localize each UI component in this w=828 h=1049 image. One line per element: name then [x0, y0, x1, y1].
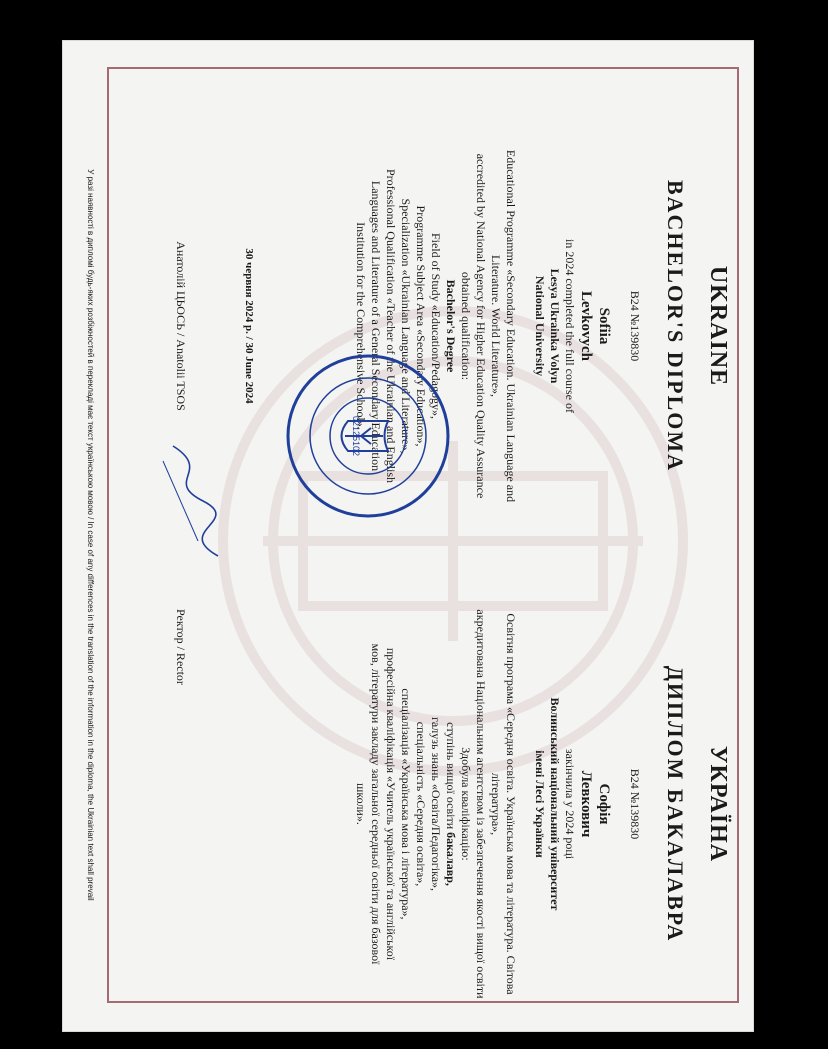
- seal-code: 02125102: [351, 415, 361, 457]
- university-line1-en: Lesya Ukrainka Volyn: [548, 268, 562, 384]
- issue-date: 30 червня 2024 р. / 30 June 2024: [243, 248, 255, 404]
- diploma-number-ua: B24 №139830: [628, 768, 642, 840]
- rector-name: Анатолій ЦЬОСЬ / Anatolii TSOS: [174, 241, 188, 411]
- diploma-paper: [62, 40, 754, 1032]
- qualification-line3-en: Institution for the Comprehensive School».: [354, 222, 368, 430]
- programme-line2-en: Literature. World Literature»,: [489, 254, 503, 398]
- accredited-en: accredited by National Agency for Higher Education Quality Assurance: [474, 153, 488, 499]
- field-ua: галузь знань «Освіта/Педагогіка»,: [429, 716, 443, 892]
- accredited-ua: акредитована Національним агентством із забезпечення якості вищої освіти: [474, 609, 488, 999]
- programme-line2-ua: література»,: [489, 772, 503, 836]
- degree-ua: бакалавр,: [444, 832, 458, 886]
- country-ua: УКРАЇНА: [705, 745, 731, 863]
- university-line1-ua: Волинський національний університет: [548, 697, 562, 911]
- degree-en: Bachelor's Degree: [444, 279, 458, 373]
- first-name-en: Sofiia: [596, 307, 612, 345]
- diploma-number-en: B24 №139830: [628, 290, 642, 362]
- completed-ua: закінчила у 2024 році: [563, 748, 577, 860]
- diploma-content: [63, 41, 753, 1029]
- translation-note: У разі наявності в дипломі будь-яких розбіжностей в перекладі має текст українською мовою / In case of any differences in the translation of the information in the diploma, the Ukrainian text shall prevail: [86, 169, 95, 901]
- official-seal: [283, 351, 453, 521]
- qualification-line1-en: Professional Qualification «Teacher of the Ukrainian and English: [384, 168, 398, 484]
- first-name-ua: Софія: [596, 783, 612, 825]
- obtained-ua: Здобула кваліфікацію:: [459, 747, 473, 861]
- country-en: UKRAINE: [705, 265, 731, 387]
- last-name-en: Levkovych: [578, 290, 594, 361]
- last-name-ua: Левкович: [578, 770, 594, 838]
- specialization-ua: спеціалізація «Українська мова і література»,: [399, 688, 413, 920]
- university-line2-en: National University: [533, 275, 547, 377]
- field-en: Field of Study «Education/Pedagogy»,: [429, 233, 443, 419]
- diploma-title-en: BACHELOR'S DIPLOMA: [663, 179, 688, 473]
- rector-label: Ректор / Rector: [174, 609, 188, 685]
- specialty-ua: спеціальність «Середня освіта»,: [414, 721, 428, 887]
- obtained-en: obtained qualification:: [459, 271, 473, 381]
- programme-line1-en: Educational Programme «Secondary Education. Ukrainian Language and: [504, 149, 518, 503]
- rector-signature: [153, 441, 233, 561]
- subject-area-en: Programme Subject Area «Secondary Education»,: [414, 205, 428, 447]
- degree-line-ua: [443, 589, 458, 1019]
- programme-line1-ua: Освітня програма «Середня освіта. Українська мова та література. Світова: [504, 613, 518, 995]
- qualification-line2-ua: мов, літератури закладу загальної середньої освіти для базової: [369, 643, 383, 965]
- degree-prefix-ua: ступінь вищої освіти: [444, 722, 458, 833]
- qualification-line2-en: Languages and Literature of a General Secondary Education: [369, 180, 383, 472]
- ukrainian-section: [123, 589, 743, 1019]
- specialization-en: Specialization «Ukrainian Language and Literature»,: [399, 198, 413, 454]
- university-line2-ua: імені Лесі Українки: [533, 750, 547, 858]
- qualification-line3-ua: школи».: [354, 783, 368, 825]
- qualification-line1-ua: професійна кваліфікація «Учитель української та англійської: [384, 647, 398, 961]
- completed-en: in 2024 completed the full course of: [563, 239, 577, 413]
- diploma-title-ua: ДИПЛОМ БАКАЛАВРА: [663, 665, 688, 943]
